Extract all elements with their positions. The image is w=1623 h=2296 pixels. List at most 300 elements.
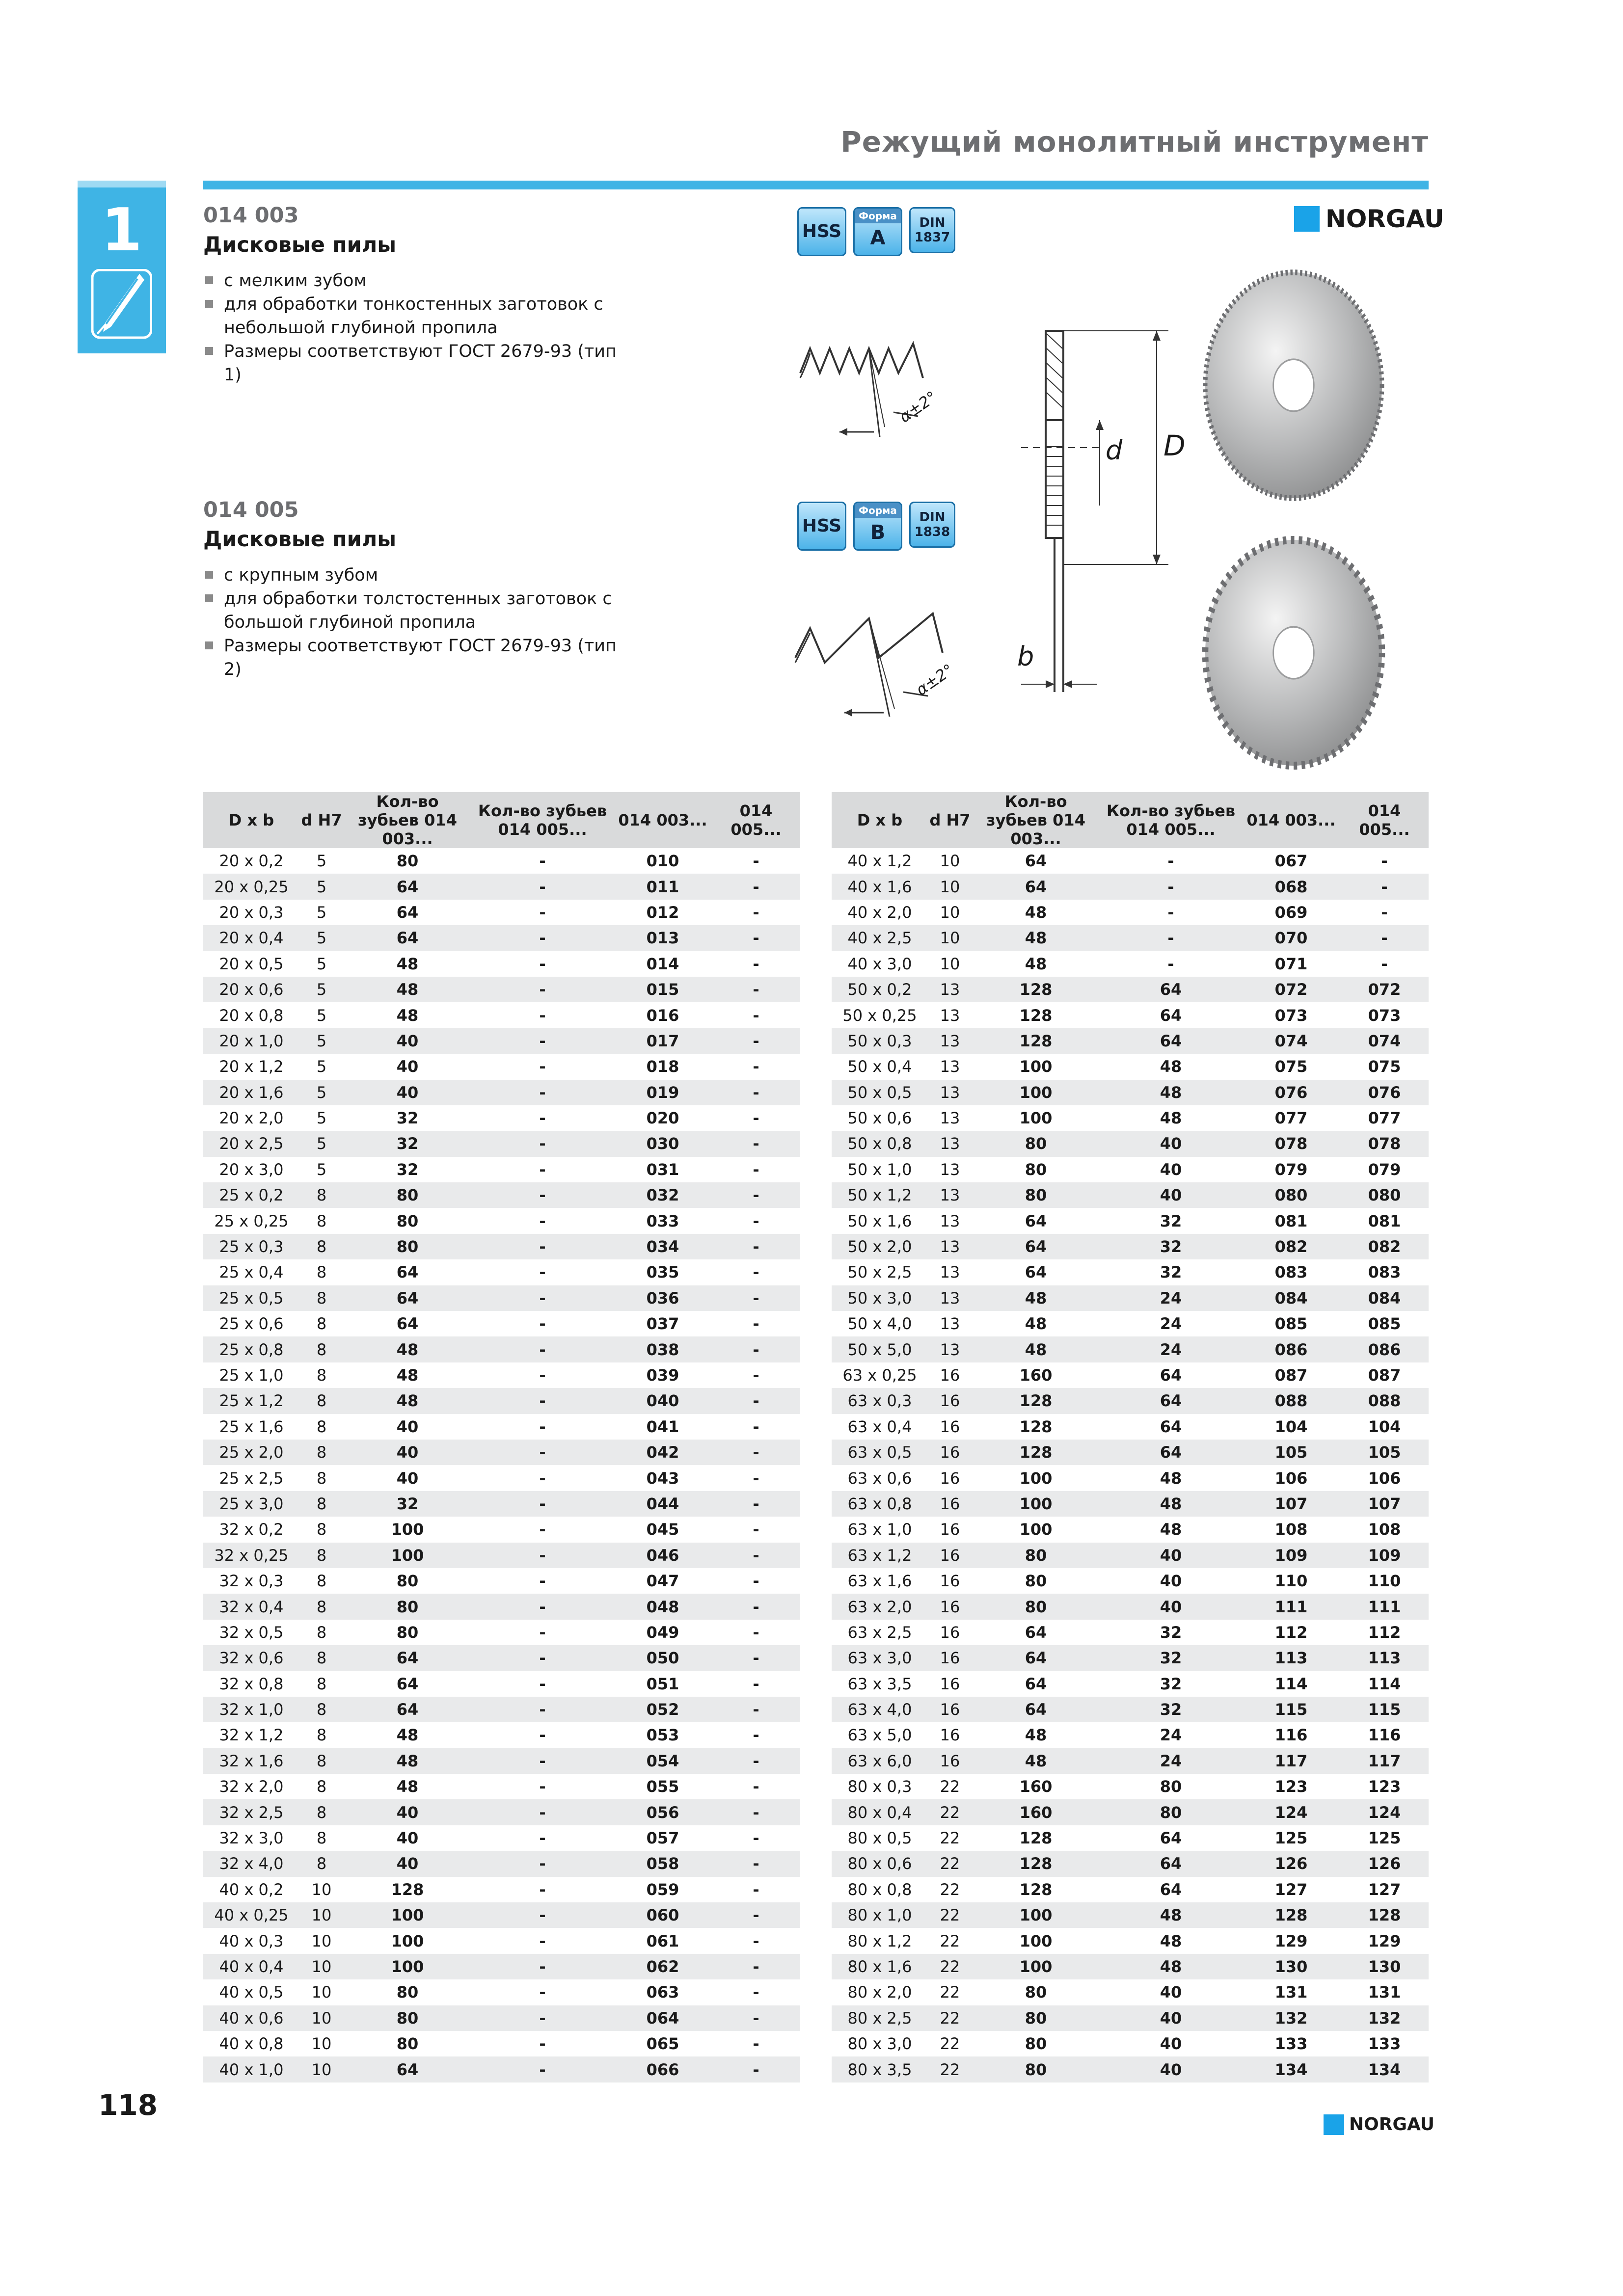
table-cell: 48	[396, 1777, 419, 1796]
footer-brand-text: NORGAU	[1349, 2114, 1434, 2135]
table-cell: 10	[299, 1902, 344, 1928]
table-cell: 20 x 2,0	[219, 1109, 284, 1128]
table-cell: 5	[299, 1028, 344, 1054]
table-cell: 128	[972, 1440, 1100, 1465]
table-row	[832, 848, 1429, 874]
table-cell: -	[1381, 903, 1388, 922]
table-cell: 077	[1368, 1109, 1401, 1128]
table-cell: 128	[972, 1851, 1100, 1876]
table-cell: 48	[344, 1748, 471, 1774]
table-cell: 48	[344, 977, 471, 1002]
table-cell: 126	[1340, 1851, 1429, 1876]
table-row	[203, 1311, 800, 1336]
table-cell: 32 x 0,8	[219, 1674, 284, 1693]
product-title: Дисковые пилы	[203, 233, 397, 257]
table-cell: -	[471, 1285, 614, 1311]
form-badge	[853, 207, 902, 256]
table-cell: 8	[299, 1234, 344, 1259]
table-cell: 64	[1160, 1880, 1182, 1899]
table-cell: 077	[1274, 1109, 1308, 1128]
table-cell: 50 x 0,8	[832, 1131, 928, 1156]
table-cell: 40	[1100, 2056, 1242, 2082]
table-cell: 10	[299, 2005, 344, 2031]
table-cell: 8	[316, 1726, 327, 1745]
table-cell: 078	[1340, 1131, 1429, 1156]
table-row	[203, 1414, 800, 1440]
brand-logo-text: NORGAU	[1325, 205, 1444, 233]
table-cell: 20 x 0,4	[203, 925, 299, 951]
table-cell: 64	[344, 874, 471, 899]
table-cell: 038	[614, 1336, 712, 1362]
table-cell: -	[712, 925, 800, 951]
table-cell: 5	[299, 925, 344, 951]
table-cell: 32 x 2,0	[219, 1777, 284, 1796]
table-row	[203, 1517, 800, 1542]
table-cell: -	[539, 1366, 546, 1385]
table-cell: 100	[344, 1902, 471, 1928]
table-cell: 066	[614, 2056, 712, 2082]
table-cell: 082	[1242, 1234, 1340, 1259]
table-cell: 114	[1368, 1674, 1401, 1693]
table-cell: 63 x 0,4	[847, 1417, 912, 1436]
table-row	[203, 900, 800, 925]
table-cell: 48	[972, 925, 1100, 951]
table-cell: 011	[614, 874, 712, 899]
table-cell: 22	[928, 1954, 972, 1979]
table-cell: 084	[1340, 1285, 1429, 1311]
table-cell: -	[712, 1543, 800, 1568]
table-cell: -	[753, 1829, 759, 1848]
table-cell: 40	[1160, 1572, 1182, 1591]
table-cell: 012	[646, 903, 679, 922]
table-cell: 8	[299, 1645, 344, 1671]
table-cell: 031	[646, 1160, 679, 1179]
table-cell: 070	[1242, 925, 1340, 951]
table-cell: -	[712, 1954, 800, 1979]
table-cell: 10	[940, 852, 960, 871]
table-cell: -	[712, 1748, 800, 1774]
table-cell: 80 x 2,5	[832, 2005, 928, 2031]
table-cell: -	[712, 1080, 800, 1105]
table-cell: 48	[1025, 954, 1047, 973]
table-cell: 8	[299, 1440, 344, 1465]
table-row	[832, 1131, 1429, 1156]
column-header: d H7	[928, 792, 972, 848]
table-cell: 124	[1340, 1799, 1429, 1825]
table-cell: 48	[1100, 1902, 1242, 1928]
table-cell: 80	[972, 2005, 1100, 2031]
table-row	[832, 874, 1429, 899]
table-cell: 63 x 1,2	[832, 1543, 928, 1568]
column-header: d H7	[299, 792, 344, 848]
table-cell: 40	[1100, 1182, 1242, 1208]
product-code: 014 005	[203, 498, 299, 522]
table-cell: 108	[1274, 1520, 1308, 1539]
table-cell: 100	[1019, 1109, 1053, 1128]
table-cell: 40	[396, 1468, 419, 1488]
table-cell: 106	[1274, 1468, 1308, 1488]
table-cell: 80 x 2,0	[847, 1983, 912, 2002]
table-cell: 123	[1274, 1777, 1308, 1796]
table-row	[832, 1002, 1429, 1028]
table-cell: 8	[299, 1285, 344, 1311]
table-cell: 22	[940, 1880, 960, 1899]
table-row	[203, 1234, 800, 1259]
table-cell: 107	[1242, 1491, 1340, 1517]
form-badge	[853, 502, 902, 551]
table-cell: 10	[311, 1880, 332, 1899]
table-row	[832, 1979, 1429, 2005]
table-cell: 20 x 0,8	[219, 1006, 284, 1025]
table-cell: 5	[316, 852, 327, 871]
table-row	[203, 1543, 800, 1568]
table-row	[832, 1054, 1429, 1079]
table-cell: 32	[1160, 1623, 1182, 1642]
table-cell: 16	[928, 1440, 972, 1465]
tooth-profile-diagram-fine	[790, 329, 997, 447]
brand-logo-square	[1294, 206, 1320, 232]
table-cell: 111	[1242, 1594, 1340, 1619]
table-cell: 13	[928, 977, 972, 1002]
table-row	[832, 1440, 1429, 1465]
table-cell: 8	[299, 1336, 344, 1362]
din-badge	[909, 502, 955, 548]
table-cell: 80	[1160, 1777, 1182, 1796]
table-cell: 64	[396, 1674, 419, 1693]
table-cell: 48	[1100, 1080, 1242, 1105]
table-cell: 50 x 0,3	[832, 1028, 928, 1054]
table-cell: -	[471, 1440, 614, 1465]
table-cell: 5	[316, 1109, 327, 1128]
table-cell: 40 x 0,4	[203, 1954, 299, 1979]
table-cell: 64	[972, 1697, 1100, 1722]
table-cell: -	[539, 903, 546, 922]
table-cell: 086	[1340, 1336, 1429, 1362]
table-cell: -	[712, 1491, 800, 1517]
product-title: Дисковые пилы	[203, 527, 397, 552]
table-row	[832, 1825, 1429, 1851]
table-cell: 8	[299, 1182, 344, 1208]
table-row	[203, 874, 800, 899]
table-cell: -	[539, 954, 546, 973]
table-cell: 123	[1368, 1777, 1401, 1796]
table-cell: 48	[1160, 1931, 1182, 1950]
table-cell: -	[471, 925, 614, 951]
table-cell: 40 x 0,6	[203, 2005, 299, 2031]
table-cell: 48	[1100, 1491, 1242, 1517]
table-cell: 63 x 0,5	[832, 1440, 928, 1465]
table-cell: 80	[344, 1182, 471, 1208]
table-row	[832, 1362, 1429, 1388]
table-cell: 8	[299, 1491, 344, 1517]
table-row	[832, 1722, 1429, 1748]
table-row	[203, 1928, 800, 1953]
table-cell: 50 x 0,5	[832, 1080, 928, 1105]
table-cell: 055	[646, 1777, 679, 1796]
table-cell: 32 x 0,25	[203, 1543, 299, 1568]
table-cell: 48	[1160, 1468, 1182, 1488]
table-row	[203, 1440, 800, 1465]
table-cell: -	[471, 1748, 614, 1774]
table-cell: 20 x 0,2	[219, 852, 284, 871]
table-cell: 16	[928, 1748, 972, 1774]
table-cell: 115	[1340, 1697, 1429, 1722]
table-cell: 64	[1100, 1851, 1242, 1876]
table-cell: 40 x 0,8	[219, 2034, 284, 2054]
table-cell: 48	[972, 1748, 1100, 1774]
table-cell: -	[539, 2034, 546, 2054]
table-row	[832, 1594, 1429, 1619]
table-cell: -	[471, 1182, 614, 1208]
table-cell: 48	[972, 1336, 1100, 1362]
table-cell: 111	[1340, 1594, 1429, 1619]
table-row	[832, 2056, 1429, 2082]
table-cell: -	[471, 1697, 614, 1722]
table-cell: -	[753, 1623, 759, 1642]
table-cell: -	[539, 1726, 546, 1745]
table-cell: 045	[646, 1520, 679, 1539]
table-cell: 117	[1340, 1748, 1429, 1774]
table-cell: 16	[940, 1417, 960, 1436]
table-cell: -	[712, 1028, 800, 1054]
table-cell: 042	[614, 1440, 712, 1465]
table-cell: 25 x 3,0	[203, 1491, 299, 1517]
table-cell: -	[539, 1777, 546, 1796]
table-cell: 25 x 0,25	[214, 1211, 289, 1230]
table-cell: 126	[1242, 1851, 1340, 1876]
table-cell: 128	[1019, 1006, 1053, 1025]
din-badge-label: DIN	[919, 215, 946, 230]
table-cell: 25 x 0,2	[203, 1182, 299, 1208]
table-cell: -	[539, 1006, 546, 1025]
table-cell: 63 x 2,0	[832, 1594, 928, 1619]
page-number: 118	[98, 2088, 158, 2122]
table-cell: -	[539, 1931, 546, 1950]
table-cell: -	[471, 1028, 614, 1054]
table-cell: 057	[646, 1829, 679, 1848]
column-header: Кол-во зубьев 014 005...	[1100, 792, 1242, 848]
table-cell: 63 x 1,6	[847, 1572, 912, 1591]
table-cell: 32	[396, 1109, 419, 1128]
table-cell: 50 x 1,6	[847, 1211, 912, 1230]
table-cell: 16	[928, 1697, 972, 1722]
table-cell: 8	[316, 1263, 327, 1282]
table-cell: 128	[1340, 1902, 1429, 1928]
table-cell: 32	[1100, 1697, 1242, 1722]
table-cell: 088	[1242, 1388, 1340, 1414]
table-cell: -	[539, 1674, 546, 1693]
table-cell: 134	[1340, 2056, 1429, 2082]
table-cell: 40 x 1,6	[832, 874, 928, 899]
table-row	[832, 2031, 1429, 2056]
table-cell: 113	[1340, 1645, 1429, 1671]
table-cell: -	[753, 1314, 759, 1334]
table-cell: -	[539, 1623, 546, 1642]
table-cell: 128	[1242, 1902, 1340, 1928]
table-cell: -	[539, 1263, 546, 1282]
table-cell: 32	[1160, 1211, 1182, 1230]
drill-icon	[91, 269, 152, 339]
table-cell: 48	[1100, 1954, 1242, 1979]
table-cell: 48	[1025, 903, 1047, 922]
table-row	[832, 1902, 1429, 1928]
table-cell: -	[539, 1468, 546, 1488]
table-cell: 32 x 1,6	[203, 1748, 299, 1774]
table-cell: 13	[928, 1336, 972, 1362]
table-cell: 083	[1274, 1263, 1308, 1282]
table-cell: 40 x 2,5	[832, 925, 928, 951]
table-cell: 014	[646, 954, 679, 973]
table-cell: -	[1167, 903, 1174, 922]
table-cell: 48	[1160, 1057, 1182, 1076]
table-cell: 13	[928, 1182, 972, 1208]
product-code: 014 003	[203, 203, 299, 228]
table-cell: 80 x 0,5	[847, 1829, 912, 1848]
table-cell: 100	[972, 1954, 1100, 1979]
table-cell: 50 x 1,0	[847, 1160, 912, 1179]
table-cell: 104	[1274, 1417, 1308, 1436]
table-cell: 24	[1160, 1726, 1182, 1745]
table-cell: 20 x 0,25	[203, 874, 299, 899]
table-cell: 8	[316, 1211, 327, 1230]
table-cell: 106	[1368, 1468, 1401, 1488]
table-cell: 64	[1100, 977, 1242, 1002]
table-cell: 80	[344, 1234, 471, 1259]
table-cell: 8	[316, 1777, 327, 1796]
table-cell: -	[753, 1674, 759, 1693]
table-cell: 040	[614, 1388, 712, 1414]
table-cell: 22	[928, 2005, 972, 2031]
table-cell: 40	[1160, 1160, 1182, 1179]
table-cell: 128	[972, 977, 1100, 1002]
table-cell: 40 x 0,25	[203, 1902, 299, 1928]
table-cell: 134	[1242, 2056, 1340, 2082]
table-cell: 50 x 0,6	[847, 1109, 912, 1128]
table-cell: 64	[972, 1234, 1100, 1259]
table-cell: 8	[299, 1697, 344, 1722]
table-row	[203, 1028, 800, 1054]
table-cell: -	[753, 1109, 759, 1128]
table-row	[832, 1799, 1429, 1825]
table-cell: 64	[1025, 1211, 1047, 1230]
table-row	[832, 1028, 1429, 1054]
table-cell: -	[1340, 925, 1429, 951]
table-cell: -	[712, 2056, 800, 2082]
table-cell: 50 x 0,4	[847, 1057, 912, 1076]
table-cell: 078	[1242, 1131, 1340, 1156]
table-row	[203, 1157, 800, 1182]
table-cell: 069	[1274, 903, 1308, 922]
table-cell: -	[712, 1799, 800, 1825]
table-cell: -	[1340, 874, 1429, 899]
table-cell: -	[712, 1851, 800, 1876]
product-features	[203, 269, 635, 387]
table-row	[203, 1208, 800, 1233]
table-row	[203, 1054, 800, 1079]
table-cell: 019	[614, 1080, 712, 1105]
table-cell: 059	[646, 1880, 679, 1899]
table-cell: 64	[1160, 1366, 1182, 1385]
table-cell: 160	[1019, 1366, 1053, 1385]
table-cell: 63 x 6,0	[832, 1748, 928, 1774]
table-body	[832, 848, 1429, 2082]
table-row	[203, 1594, 800, 1619]
table-row	[203, 1388, 800, 1414]
table-cell: 50 x 0,25	[842, 1006, 917, 1025]
feature-item: для обработки тонкостенных заготовок с небольшой глубиной пропила	[203, 293, 635, 340]
table-row	[832, 1311, 1429, 1336]
column-header: Кол-во зубьев 014 003...	[344, 792, 471, 848]
table-cell: 8	[299, 1748, 344, 1774]
table-row	[832, 1285, 1429, 1311]
table-cell: -	[539, 1109, 546, 1128]
table-row	[203, 1902, 800, 1928]
table-cell: 084	[1242, 1285, 1340, 1311]
table-row	[832, 1697, 1429, 1722]
table-row	[203, 1697, 800, 1722]
table-row	[203, 1259, 800, 1285]
table-cell: 109	[1242, 1543, 1340, 1568]
table-cell: 50 x 4,0	[847, 1314, 912, 1334]
table-cell: 80 x 0,8	[847, 1880, 912, 1899]
table-cell: 049	[646, 1623, 679, 1642]
table-cell: 80	[1100, 1799, 1242, 1825]
table-cell: 112	[1368, 1623, 1401, 1642]
table-row	[203, 848, 800, 874]
table-cell: 063	[646, 1983, 679, 2002]
table-row	[203, 1620, 800, 1645]
table-cell: 50 x 2,5	[847, 1263, 912, 1282]
table-cell: 48	[1160, 1520, 1182, 1539]
table-cell: 32 x 4,0	[203, 1851, 299, 1876]
table-cell: 64	[1100, 1388, 1242, 1414]
table-cell: 017	[614, 1028, 712, 1054]
table-cell: 40 x 0,2	[219, 1880, 284, 1899]
table-row	[832, 1414, 1429, 1440]
table-cell: 22	[928, 2056, 972, 2082]
table-cell: 128	[1019, 1880, 1053, 1899]
column-header: 014 003...	[614, 792, 712, 848]
table-row	[832, 1336, 1429, 1362]
table-cell: 035	[646, 1263, 679, 1282]
table-cell: 64	[1025, 1674, 1047, 1693]
table-cell: 056	[614, 1799, 712, 1825]
table-row	[832, 1182, 1429, 1208]
table-cell: -	[753, 1520, 759, 1539]
table-cell: 25 x 1,0	[219, 1366, 284, 1385]
table-cell: 32 x 0,2	[219, 1520, 284, 1539]
table-cell: 127	[1274, 1880, 1308, 1899]
feature-item: Размеры соответствуют ГОСТ 2679-93 (тип 2)	[203, 634, 635, 681]
table-cell: 127	[1368, 1880, 1401, 1899]
table-row	[203, 951, 800, 977]
table-cell: 8	[316, 1520, 327, 1539]
table-cell: 113	[1242, 1645, 1340, 1671]
table-cell: -	[753, 852, 759, 871]
table-cell: 085	[1368, 1314, 1401, 1334]
table-cell: 32	[396, 1160, 419, 1179]
table-row	[832, 1465, 1429, 1491]
table-cell: -	[712, 1645, 800, 1671]
table-cell: -	[471, 1799, 614, 1825]
table-cell: 24	[1160, 1314, 1182, 1334]
table-cell: 40	[344, 1080, 471, 1105]
table-body	[203, 848, 800, 2082]
table-cell: 10	[311, 1983, 332, 2002]
table-header-row	[203, 792, 800, 848]
hss-badge: HSS	[797, 207, 846, 256]
table-cell: 5	[299, 977, 344, 1002]
